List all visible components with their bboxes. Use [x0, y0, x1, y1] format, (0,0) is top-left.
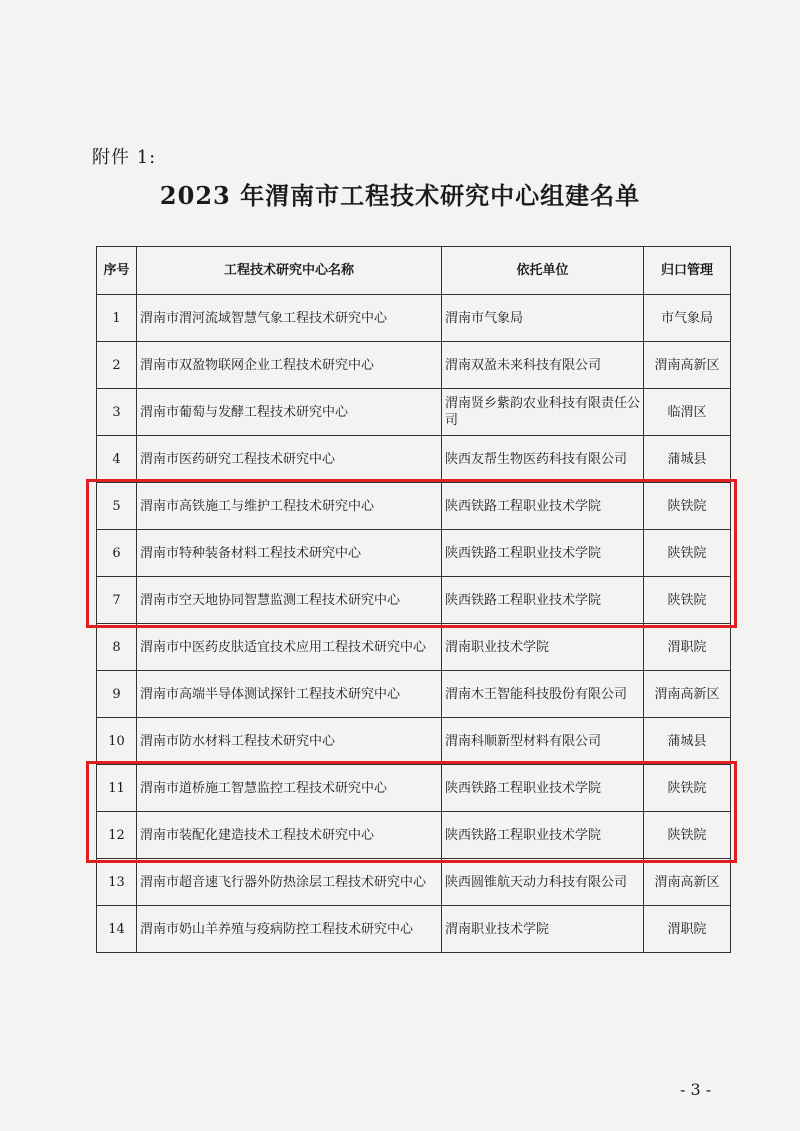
row-no: 3 — [97, 389, 137, 436]
row-name: 渭南市特种装备材料工程技术研究中心 — [137, 530, 442, 577]
row-name: 渭南市中医药皮肤适宜技术应用工程技术研究中心 — [137, 624, 442, 671]
row-name: 渭南市奶山羊养殖与疫病防控工程技术研究中心 — [137, 906, 442, 953]
row-name: 渭南市防水材料工程技术研究中心 — [137, 718, 442, 765]
table-row — [97, 859, 731, 906]
row-name: 渭南市道桥施工智慧监控工程技术研究中心 — [137, 765, 442, 812]
table-row — [97, 577, 731, 624]
header-name: 工程技术研究中心名称 — [137, 247, 442, 295]
row-org: 陕西铁路工程职业技术学院 — [442, 765, 644, 812]
table-row — [97, 812, 731, 859]
row-name: 渭南市渭河流域智慧气象工程技术研究中心 — [137, 295, 442, 342]
row-mgmt: 陕铁院 — [644, 577, 731, 624]
table-row — [97, 342, 731, 389]
row-org: 渭南贤乡紫韵农业科技有限责任公司 — [442, 389, 644, 436]
row-mgmt: 临渭区 — [644, 389, 731, 436]
row-no: 13 — [97, 859, 137, 906]
row-mgmt: 陕铁院 — [644, 765, 731, 812]
row-no: 1 — [97, 295, 137, 342]
table-row — [97, 436, 731, 483]
row-no: 11 — [97, 765, 137, 812]
row-mgmt: 陕铁院 — [644, 812, 731, 859]
row-mgmt: 陕铁院 — [644, 530, 731, 577]
row-org: 渭南职业技术学院 — [442, 906, 644, 953]
row-org: 渭南科顺新型材料有限公司 — [442, 718, 644, 765]
row-org: 陕西铁路工程职业技术学院 — [442, 530, 644, 577]
row-no: 8 — [97, 624, 137, 671]
row-no: 9 — [97, 671, 137, 718]
header-mgmt: 归口管理 — [644, 247, 731, 295]
row-name: 渭南市双盈物联网企业工程技术研究中心 — [137, 342, 442, 389]
table-row — [97, 718, 731, 765]
header-org: 依托单位 — [442, 247, 644, 295]
row-mgmt: 陕铁院 — [644, 483, 731, 530]
row-org: 陕西铁路工程职业技术学院 — [442, 812, 644, 859]
row-no: 10 — [97, 718, 137, 765]
row-name: 渭南市高端半导体测试探针工程技术研究中心 — [137, 671, 442, 718]
row-org: 渭南市气象局 — [442, 295, 644, 342]
table-row — [97, 295, 731, 342]
header-no: 序号 — [97, 247, 137, 295]
table-row — [97, 765, 731, 812]
row-no: 5 — [97, 483, 137, 530]
row-org: 陕西铁路工程职业技术学院 — [442, 577, 644, 624]
row-mgmt: 渭南高新区 — [644, 859, 731, 906]
row-mgmt: 渭南高新区 — [644, 342, 731, 389]
table-header-row — [97, 247, 731, 295]
table-row — [97, 483, 731, 530]
row-org: 渭南职业技术学院 — [442, 624, 644, 671]
attachment-label: 附件 1: — [92, 147, 157, 168]
row-org: 陕西铁路工程职业技术学院 — [442, 483, 644, 530]
row-no: 4 — [97, 436, 137, 483]
row-name: 渭南市高铁施工与维护工程技术研究中心 — [137, 483, 442, 530]
row-no: 6 — [97, 530, 137, 577]
row-name: 渭南市装配化建造技术工程技术研究中心 — [137, 812, 442, 859]
row-mgmt: 渭职院 — [644, 624, 731, 671]
row-mgmt: 渭南高新区 — [644, 671, 731, 718]
center-list-table — [96, 246, 731, 953]
row-name: 渭南市葡萄与发酵工程技术研究中心 — [137, 389, 442, 436]
table-row — [97, 624, 731, 671]
row-no: 12 — [97, 812, 137, 859]
page-title: 2023 年渭南市工程技术研究中心组建名单 — [159, 181, 641, 210]
row-org: 陕西友帮生物医药科技有限公司 — [442, 436, 644, 483]
row-org: 陕西圆锥航天动力科技有限公司 — [442, 859, 644, 906]
row-mgmt: 渭职院 — [644, 906, 731, 953]
row-name: 渭南市医药研究工程技术研究中心 — [137, 436, 442, 483]
row-no: 14 — [97, 906, 137, 953]
row-org: 渭南木王智能科技股份有限公司 — [442, 671, 644, 718]
row-no: 7 — [97, 577, 137, 624]
row-mgmt: 市气象局 — [644, 295, 731, 342]
table-row — [97, 671, 731, 718]
row-mgmt: 蒲城县 — [644, 718, 731, 765]
table-row — [97, 530, 731, 577]
row-no: 2 — [97, 342, 137, 389]
row-name: 渭南市超音速飞行器外防热涂层工程技术研究中心 — [137, 859, 442, 906]
page-number: - 3 - — [680, 1080, 712, 1099]
table-row — [97, 906, 731, 953]
table-row — [97, 389, 731, 436]
row-name: 渭南市空天地协同智慧监测工程技术研究中心 — [137, 577, 442, 624]
row-org: 渭南双盈未来科技有限公司 — [442, 342, 644, 389]
row-mgmt: 蒲城县 — [644, 436, 731, 483]
